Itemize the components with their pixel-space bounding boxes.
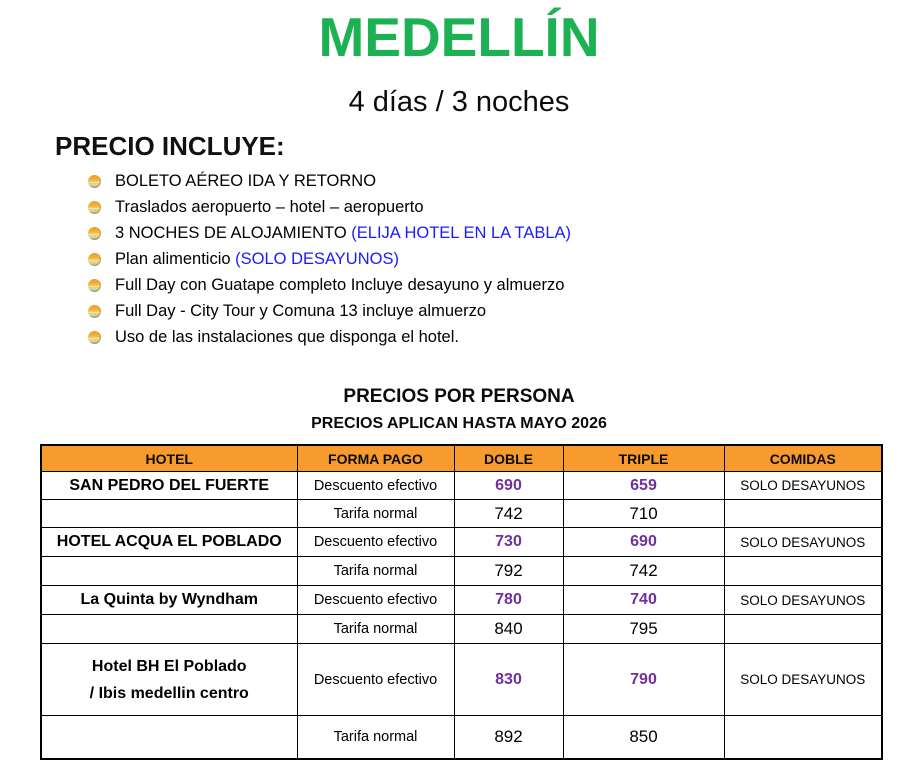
table-row: [41, 644, 882, 716]
list-item-note: (SOLO DESAYUNOS): [235, 250, 399, 268]
pricing-subheading: PRECIOS APLICAN HASTA MAYO 2026: [311, 415, 607, 432]
price-triple-cell: 659: [563, 472, 724, 500]
column-header-triple: TRIPLE: [563, 445, 724, 472]
price-doble-cell: 840: [454, 615, 563, 644]
list-item-text: BOLETO AÉREO IDA Y RETORNO: [115, 172, 377, 190]
list-item-text: Full Day con Guatape completo Incluye desayuno y almuerzo: [115, 276, 565, 294]
meals-cell: [724, 557, 882, 586]
payment-type-cell: Tarifa normal: [297, 500, 454, 528]
table-row: [41, 586, 882, 615]
payment-type-cell: Descuento efectivo: [297, 644, 454, 716]
page-subtitle: 4 días / 3 noches: [348, 86, 570, 118]
list-item: [88, 197, 918, 217]
list-item: [88, 301, 918, 321]
gold-ball-bullet-icon: [88, 201, 101, 214]
pricing-heading: PRECIOS POR PERSONA: [343, 386, 575, 407]
price-triple-cell: 690: [563, 528, 724, 557]
list-item-text: Uso de las instalaciones que disponga el hotel.: [115, 328, 459, 346]
gold-ball-bullet-icon: [88, 331, 101, 344]
payment-type-cell: Descuento efectivo: [297, 586, 454, 615]
price-triple-cell: 795: [563, 615, 724, 644]
meals-cell: [724, 500, 882, 528]
hotel-name-cell: [41, 716, 297, 759]
column-header-comidas: COMIDAS: [724, 445, 882, 472]
hotel-name-cell: [41, 615, 297, 644]
meals-cell: SOLO DESAYUNOS: [724, 528, 882, 557]
price-doble-cell: 830: [454, 644, 563, 716]
hotel-name-cell: [41, 644, 297, 716]
table-row: [41, 472, 882, 500]
payment-type-cell: Descuento efectivo: [297, 528, 454, 557]
list-item-note: (ELIJA HOTEL EN LA TABLA): [351, 224, 572, 242]
column-header-doble: DOBLE: [454, 445, 563, 472]
list-item: [88, 327, 918, 347]
list-item-text: Traslados aeropuerto – hotel – aeropuerto: [115, 198, 424, 216]
table-row: [41, 716, 882, 759]
meals-cell: SOLO DESAYUNOS: [724, 586, 882, 615]
price-doble-cell: 780: [454, 586, 563, 615]
price-triple-cell: 850: [563, 716, 724, 759]
price-triple-cell: 742: [563, 557, 724, 586]
includes-heading: PRECIO INCLUYE:: [55, 131, 285, 161]
list-item: [88, 171, 918, 191]
list-item-text: 3 NOCHES DE ALOJAMIENTO (ELIJA HOTEL EN LA TABLA): [115, 224, 572, 242]
price-doble-cell: 792: [454, 557, 563, 586]
meals-cell: SOLO DESAYUNOS: [724, 644, 882, 716]
list-item: [88, 223, 918, 243]
hotel-name-line1: Hotel BH El Poblado: [91, 657, 247, 675]
gold-ball-bullet-icon: [88, 175, 101, 188]
list-item-text: Full Day - City Tour y Comuna 13 incluye almuerzo: [115, 302, 487, 320]
gold-ball-bullet-icon: [88, 253, 101, 266]
hotel-name-line2: / Ibis medellin centro: [89, 684, 249, 702]
price-doble-cell: 742: [454, 500, 563, 528]
hotel-name-cell: HOTEL ACQUA EL POBLADO: [41, 528, 297, 557]
hotel-name-cell: [41, 500, 297, 528]
table-header-row: [41, 445, 882, 472]
price-table: [40, 444, 883, 760]
table-row: [41, 557, 882, 586]
price-doble-cell: 690: [454, 472, 563, 500]
meals-cell: SOLO DESAYUNOS: [724, 472, 882, 500]
hotel-name-cell: La Quinta by Wyndham: [41, 586, 297, 615]
price-triple-cell: 710: [563, 500, 724, 528]
meals-cell: [724, 615, 882, 644]
page-title: MEDELLÍN: [318, 6, 600, 68]
list-item: [88, 275, 918, 295]
list-item-text: Plan alimenticio (SOLO DESAYUNOS): [115, 250, 399, 268]
table-row: [41, 500, 882, 528]
includes-list: [0, 171, 918, 347]
meals-cell: [724, 716, 882, 759]
payment-type-cell: Tarifa normal: [297, 557, 454, 586]
gold-ball-bullet-icon: [88, 279, 101, 292]
gold-ball-bullet-icon: [88, 305, 101, 318]
price-triple-cell: 740: [563, 586, 724, 615]
payment-type-cell: Tarifa normal: [297, 716, 454, 759]
price-triple-cell: 790: [563, 644, 724, 716]
column-header-forma-pago: FORMA PAGO: [297, 445, 454, 472]
price-doble-cell: 892: [454, 716, 563, 759]
price-doble-cell: 730: [454, 528, 563, 557]
hotel-name-cell: SAN PEDRO DEL FUERTE: [41, 472, 297, 500]
hotel-name-cell: [41, 557, 297, 586]
table-row: [41, 528, 882, 557]
column-header-hotel: HOTEL: [41, 445, 297, 472]
list-item: [88, 249, 918, 269]
gold-ball-bullet-icon: [88, 227, 101, 240]
payment-type-cell: Tarifa normal: [297, 615, 454, 644]
table-row: [41, 615, 882, 644]
payment-type-cell: Descuento efectivo: [297, 472, 454, 500]
